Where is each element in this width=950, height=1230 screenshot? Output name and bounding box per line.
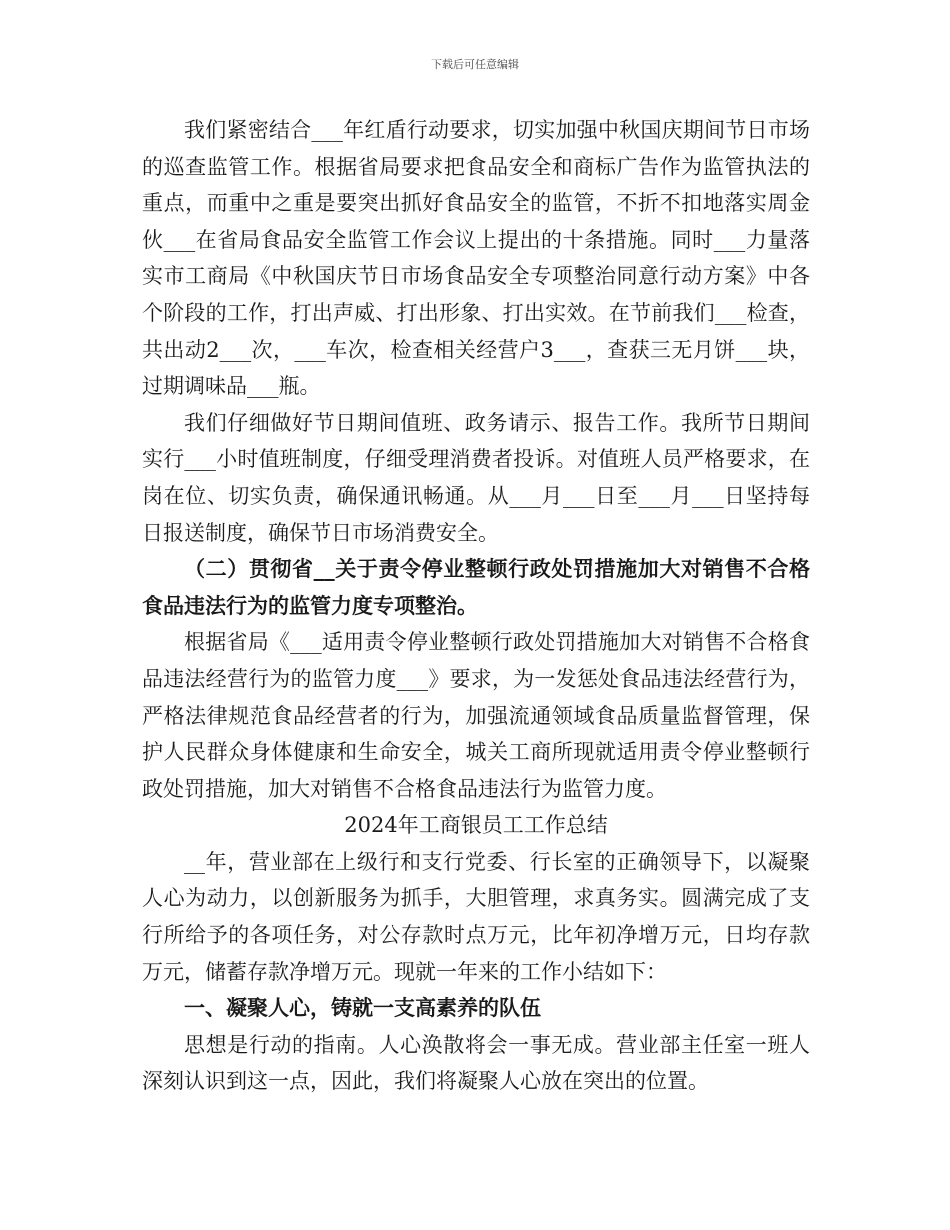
paragraph-thought-guide: 思想是行动的指南。人心涣散将会一事无成。营业部主任室一班人深刻认识到这一点，因此，我们将凝聚人心放在突出的位置。 — [142, 1032, 810, 1094]
paragraph-red-shield-action: 我们紧密结合___年红盾行动要求，切实加强中秋国庆期间节日市场的巡查监管工作。根据省局要求把食品安全和商标广告作为监管执法的重点，而重中之重是要突出抓好食品安全的监管，不折不扣地落实周金伙___在省局食品安全监管工作会议上提出的十条措施。同时___力量落实市工商局《中秋国庆节日市场食品安全专项整治同意行动方案》中各个阶段的工作，打出声威、打出形象、打出实效。在节前我们___检查，共出动2___次，___车次，检查相关经营户3___，查获三无月饼___块，过期调味品___瓶。 — [142, 118, 810, 399]
document-body — [142, 112, 810, 1100]
paragraph-business-dept: __年，营业部在上级行和支行党委、行长室的正确领导下，以凝聚人心为动力，以创新服务为抓手，大胆管理，求真务实。圆满完成了支行所给予的各项任务，对公存款时点万元，比年初净增万元，日均存款万元，储蓄存款净增万元。现就一年来的工作小结如下： — [142, 849, 810, 984]
paragraph-holiday-duty: 我们仔细做好节日期间值班、政务请示、报告工作。我所节日期间实行___小时值班制度，仔细受理消费者投诉。对值班人员严格要求，在岗在位、切实负责，确保通讯畅通。从___月___日至___月___日坚持每日报送制度，确保节日市场消费安全。 — [142, 410, 810, 545]
page-header: 下载后可任意编辑 — [431, 58, 519, 71]
section-heading-cohesion: 一、凝聚人心，铸就一支高素养的队伍 — [184, 995, 541, 1021]
section-heading-rectification: （二）贯彻省__关于责令停业整顿行政处罚措施加大对销售不合格食品违法行为的监管力度专项整治。 — [142, 556, 810, 618]
paragraph-provincial-bureau: 根据省局《___适用责令停业整顿行政处罚措施加大对销售不合格食品违法经营行为的监管力度___》要求，为一发惩处食品违法经营行为，严格法律规范食品经营者的行为，加强流通领域食品质量监督管理，保护人民群众身体健康和生命安全，城关工商所现就适用责令停业整顿行政处罚措施，加大对销售不合格食品违法行为监管力度。 — [142, 630, 810, 801]
document-title-2024: 2024年工商银员工工作总结 — [344, 813, 608, 838]
